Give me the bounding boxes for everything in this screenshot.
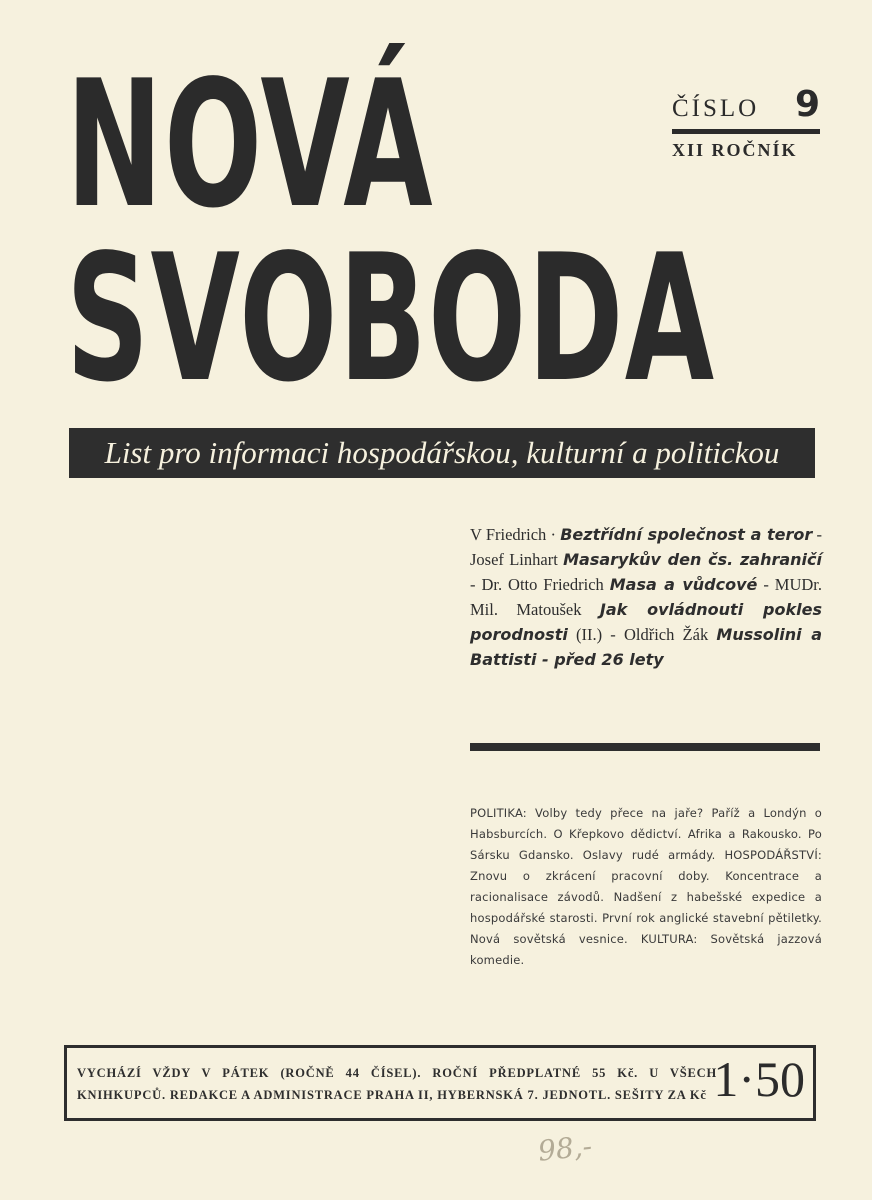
- article-author: (II.): [567, 625, 611, 644]
- separator: -: [757, 575, 775, 594]
- subtitle-text: List pro informaci hospodářskou, kulturní a politickou: [104, 435, 780, 470]
- separator: -: [610, 625, 624, 644]
- article-title: Mussolini a Battisti - před 26 lety: [470, 625, 823, 669]
- article-author: V Friedrich ·: [470, 525, 561, 544]
- section-divider: [470, 743, 820, 751]
- table-of-contents: [470, 522, 822, 672]
- publication-info-box: [64, 1045, 816, 1121]
- handwritten-note: 98,-: [536, 1129, 594, 1168]
- article-title: Masarykův den čs. zahraničí: [563, 550, 823, 569]
- article-author: Josef Linhart: [470, 550, 564, 569]
- subtitle-banner: [69, 428, 815, 478]
- separator: -: [812, 525, 822, 544]
- article-author: Dr. Otto Friedrich: [481, 575, 610, 594]
- publication-info-text: VYCHÁZÍ VŽDY V PÁTEK (ROČNĚ 44 ČÍSEL). ROČNÍ PŘEDPLATNÉ 55 Kč. U VŠECH KNIHKUPCŮ. REDAKCE A ADMINISTRACE PRAHA II, HYBERNSKÁ 7. JEDNOTL. SEŠITY ZA Kč: [77, 1066, 717, 1102]
- sections-summary: POLITIKA: Volby tedy přece na jaře? Paříž a Londýn o Habsburcích. O Křepkovo dědictví. Afrika a Rakousko. Po Sársku Gdansko. Oslavy rudé armády. HOSPODÁŘSTVÍ: Znovu o zkrácení pracovní doby. Koncentrace a racionalisace závodů. Nadšení z habešské expedice a hospodářské starosti. První rok anglické stavební pětiletky. Nová sovětská vesnice. KULTURA: Sovětská jazzová komedie.: [470, 806, 822, 967]
- article-title: Jak ovládnouti pokles porodnosti: [470, 600, 822, 644]
- article-author: MUDr. Mil. Matoušek: [470, 575, 822, 619]
- article-title: Masa a vůdcové: [609, 575, 758, 594]
- issue-number-row: [672, 84, 820, 125]
- price: 1·50: [713, 1051, 805, 1107]
- issue-label: ČÍSLO: [672, 95, 760, 122]
- volume-label: XII ROČNÍK: [672, 140, 798, 160]
- issue-info: [672, 84, 820, 161]
- masthead-line-1: NOVÁ: [66, 44, 434, 247]
- masthead-line-2: SVOBODA: [66, 218, 716, 421]
- issue-rule: [672, 129, 820, 134]
- article-title: Beztřídní společnost a teror: [560, 525, 813, 544]
- article-author: Oldřich Žák: [623, 625, 717, 644]
- separator: -: [470, 575, 482, 594]
- issue-number: 9: [794, 84, 820, 125]
